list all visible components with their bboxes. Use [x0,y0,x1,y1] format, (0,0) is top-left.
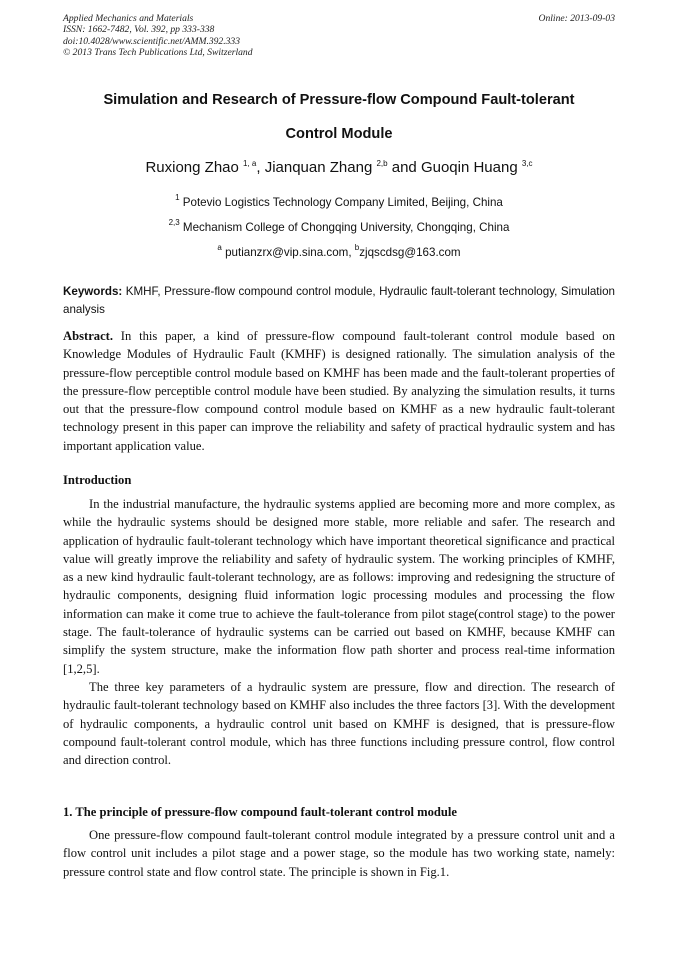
affiliation-2 [63,220,615,235]
author-1-name: Ruxiong Zhao [145,159,244,176]
affiliation-2-mark: 2,3 [168,218,180,227]
email-b: zjqscdsg@163.com [359,246,461,259]
keywords-label: Keywords: [63,285,123,298]
section-1-body [63,826,615,881]
author-separator-1: , Jianquan Zhang [256,159,377,176]
author-1-affil-mark: 1, a [243,159,257,168]
author-list [63,158,615,177]
keywords [63,283,615,319]
keywords-text: KMHF, Pressure-flow compound control module, Hydraulic fault-tolerant technology, Simulation analysis [63,285,615,316]
email-a: putianzrx@vip.sina.com, [221,246,355,259]
author-emails [63,245,615,260]
introduction-paragraph-2: The three key parameters of a hydraulic system are pressure, flow and direction. The research of hydraulic fault-tolerant technology based on KMHF also includes the three factors [3]. With the development of hydraulic components, a hydraulic control unit based on KMHF is designed, that is pressure-flow compound fault-tolerant control module, which has three functions including pressure control, flow control and direction control. [63,679,615,768]
paper-title-line-2: Control Module [285,126,393,142]
journal-name: Applied Mechanics and Materials [63,13,194,24]
author-3-affil-mark: 3,c [521,159,533,168]
journal-header [63,13,615,59]
abstract-text: In this paper, a kind of pressure-flow compound fault-tolerant control module based on Knowledge Modules of Hydraulic Fault (KMHF) is designed rationally. The simulation analysis of the pressure-flow perceptible control module based on KMHF has been made and the fault-tolerant properties of the pressure-flow perceptible control module have been studied. By analyzing the simulation results, it turns out that the pressure-flow compound control module based on KMHF as a new hydraulic fault-tolerant technology present in this paper can improve the reliability and safety of practical hydraulic system and has important application value. [63,329,615,453]
abstract [63,327,615,455]
abstract-label: Abstract. [63,329,114,343]
paper-title-line-1: Simulation and Research of Pressure-flow Compound Fault-tolerant [103,92,575,108]
affiliation-1-mark: 1 [175,193,180,202]
introduction-paragraph-1: In the industrial manufacture, the hydraulic systems applied are becoming more and more complex, as while the hydraulic systems should be designed more stable, more reliable and safer. The research and application of hydraulic fault-tolerant technology which have important theoretical significance and practical value will greatly improve the reliability and safety of hydraulic system. The working principles of KMHF, as a new kind hydraulic fault-tolerant technology, are as follows: improving and redesigning the structure of hydraulic components, designing fluid information logic processing modules and processing the flow information can make it come true to achieve the fault-tolerance from pilot stage(control stage) to the power stage. The fault-tolerance of hydraulic systems can be carried out based on KMHF, because KMHF can simplify the system structure, make the information flow path shorter and process real-time information [1,2,5]. [63,497,615,676]
section-1-heading: 1. The principle of pressure-flow compound fault-tolerant control module [63,805,458,819]
copyright-line: © 2013 Trans Tech Publications Ltd, Switzerland [63,47,253,59]
email-a-mark: a [217,243,222,252]
email-b-mark: b [354,243,360,252]
author-separator-2: and Guoqin Huang [387,159,522,176]
section-1-paragraph-1: One pressure-flow compound fault-tolerant control module integrated by a pressure control unit and a flow control unit includes a pilot stage and a power stage, so the module has two working state, namely: pressure control state and flow control state. The principle is shown in Fig.1. [63,828,615,879]
doi-line: doi:10.4028/www.scientific.net/AMM.392.333 [63,35,241,47]
affiliation-1-text: Potevio Logistics Technology Company Limited, Beijing, China [179,196,503,209]
issn-line: ISSN: 1662-7482, Vol. 392, pp 333-338 [63,24,215,36]
introduction-body [63,495,615,769]
affiliation-2-text: Mechanism College of Chongqing University, Chongqing, China [179,221,510,234]
online-date: Online: 2013-09-03 [538,13,615,24]
affiliation-1 [63,195,615,210]
introduction-heading: Introduction [63,473,132,487]
author-2-affil-mark: 2,b [376,159,388,168]
